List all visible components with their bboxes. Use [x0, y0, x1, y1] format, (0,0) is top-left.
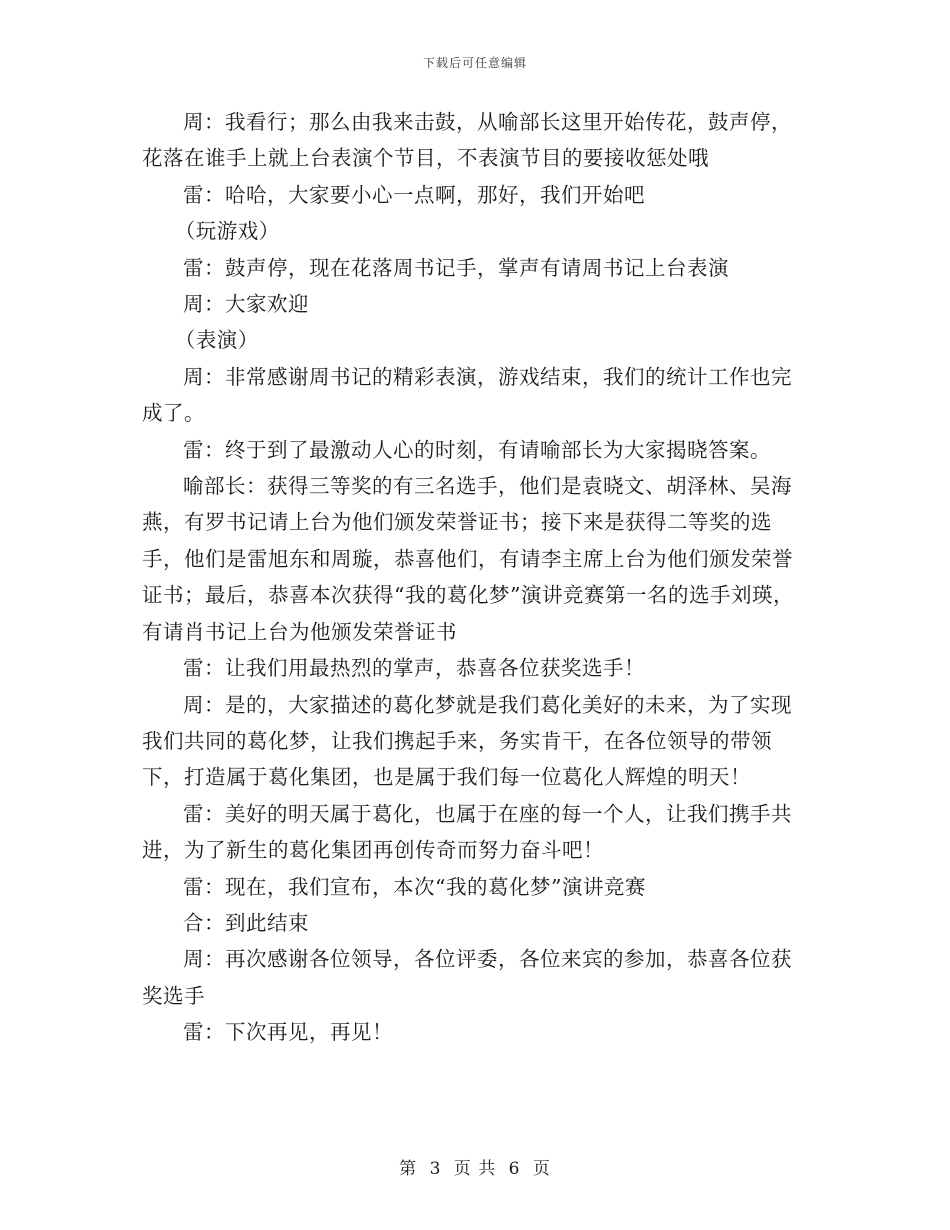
paragraph: 喻部长：获得三等奖的有三名选手，他们是袁晓文、胡泽林、吴海燕，有罗书记请上台为他们颁发荣誉证书；接下来是获得二等奖的选手，他们是雷旭东和周璇，恭喜他们，有请李主席上台为他们颁发荣誉证书；最后，恭喜本次获得“我的葛化梦”演讲竞赛第一名的选手刘瑛，有请肖书记上台为他颁发荣誉证书 [142, 474, 794, 644]
header-note: 下载后可任意编辑 [422, 56, 527, 70]
paragraph: 雷：终于到了最激动人心的时刻，有请喻部长为大家揭晓答案。 [183, 437, 771, 462]
footer-suffix: 页 [532, 1159, 551, 1179]
stage-direction: （表演） [174, 328, 259, 353]
paragraph: 合：到此结束 [183, 910, 309, 935]
paragraph: 周：再次感谢各位领导，各位评委，各位来宾的参加，恭喜各位获奖选手 [142, 947, 792, 1008]
paragraph: 雷：让我们用最热烈的掌声，恭喜各位获奖选手！ [183, 656, 645, 681]
paragraph: 周：非常感谢周书记的精彩表演，游戏结束，我们的统计工作也完成了。 [142, 364, 792, 426]
stage-direction: （玩游戏） [174, 219, 280, 244]
paragraph: 雷：哈哈，大家要小心一点啊，那好，我们开始吧 [183, 182, 645, 207]
page-footer [0, 1154, 950, 1179]
document-body [142, 104, 807, 1051]
paragraph: 周：是的，大家描述的葛化梦就是我们葛化美好的未来，为了实现我们共同的葛化梦，让我们携起手来，务实肯干，在各位领导的带领下，打造属于葛化集团，也是属于我们每一位葛化人辉煌的明天！ [142, 692, 792, 790]
paragraph: 雷：美好的明天属于葛化，也属于在座的每一个人，让我们携手共进，为了新生的葛化集团再创传奇而努力奋斗吧！ [142, 801, 792, 863]
current-page-number: 3 [429, 1159, 442, 1179]
paragraph: 周：大家欢迎 [183, 292, 309, 317]
paragraph: 雷：现在，我们宣布，本次“我的葛化梦”演讲竞赛 [183, 874, 646, 899]
footer-prefix: 第 [399, 1159, 418, 1179]
total-page-number: 6 [508, 1159, 521, 1179]
paragraph: 雷：鼓声停，现在花落周书记手，掌声有请周书记上台表演 [183, 255, 729, 280]
footer-middle: 页 共 [453, 1159, 497, 1179]
paragraph: 雷：下次再见，再见！ [183, 1020, 393, 1045]
paragraph: 周：我看行；那么由我来击鼓，从喻部长这里开始传花，鼓声停，花落在谁手上就上台表演个节目，不表演节目的要接收惩处哦 [142, 110, 792, 171]
